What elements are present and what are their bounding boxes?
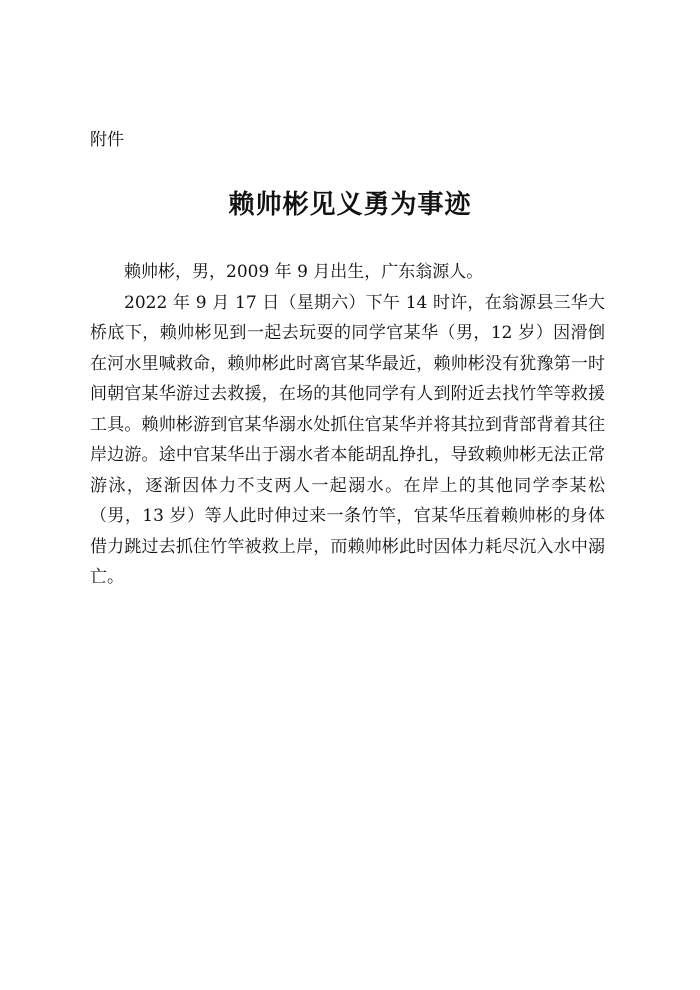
paragraph-intro: 赖帅彬，男，2009 年 9 月出生，广东翁源人。 [124,262,484,282]
paragraph-incident: 2022 年 9 月 17 日（星期六）下午 14 时许，在翁源县三华大桥底下，赖帅彬见到一起去玩耍的同学官某华（男，12 岁）因滑倒在河水里喊救命，赖帅彬此时离官某华最近，赖帅彬没有犹豫第一时间朝官某华游过去救援，在场的其他同学有人到附近去找竹竿等救援工具。赖帅彬游到官某华溺水处抓住官某华并将其拉到背部背着其往岸边游。途中官某华出于溺水者本能胡乱挣扎，导致赖帅彬无法正常游泳，逐渐因体力不支两人一起溺水。在岸上的其他同学李某松（男，13 岁）等人此时伸过来一条竹竿，官某华压着赖帅彬的身体借力跳过去抓住竹竿被救上岸，而赖帅彬此时因体力耗尽沉入水中溺亡。 [90,292,605,587]
document-title: 赖帅彬见义勇为事迹 [228,190,472,220]
document-body [90,257,605,593]
attachment-label: 附件 [90,130,124,150]
